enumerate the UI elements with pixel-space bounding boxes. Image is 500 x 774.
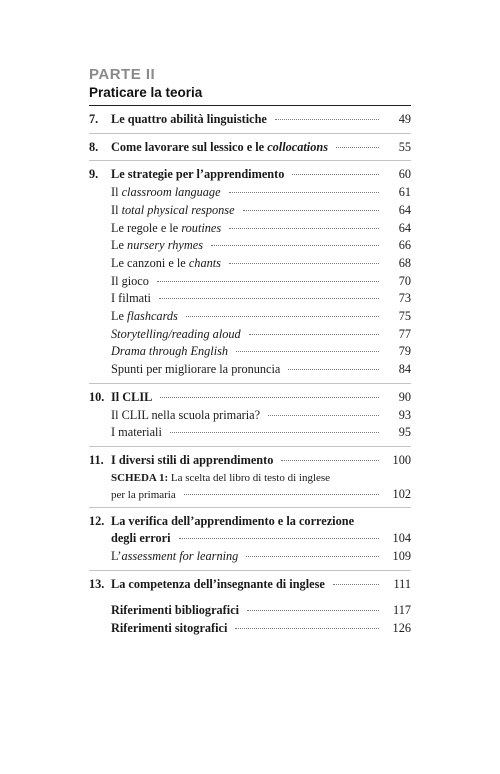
chapter-title-italic: collocations [267, 139, 328, 154]
toc-subentry[interactable] [89, 202, 411, 220]
subsection-title-italic: total physical response [121, 202, 235, 217]
chapter-title [111, 139, 328, 157]
chapter-number: 11. [89, 452, 104, 467]
leader-dots [268, 414, 379, 416]
page-number: 90 [398, 389, 411, 404]
chapter-title-continued: degli errori [111, 531, 171, 546]
leader-dots [235, 627, 379, 629]
chapter-number: 12. [89, 513, 105, 528]
subsection-title-italic: nursery rhymes [127, 238, 203, 253]
toc-entry[interactable] [89, 513, 411, 531]
toc-entry-continued[interactable] [89, 530, 411, 548]
subsection-title [111, 548, 238, 566]
page-number: 73 [398, 291, 411, 306]
chapter-title: I diversi stili di apprendimento [111, 452, 274, 467]
reference-title: Riferimenti bibliografici [111, 603, 240, 617]
leader-dots [288, 368, 379, 370]
toc-reference-entry[interactable] [89, 620, 411, 638]
leader-dots [159, 297, 379, 299]
leader-dots [179, 537, 379, 539]
leader-dots [333, 583, 379, 585]
part-label: PARTE II [89, 66, 156, 83]
subsection-title [111, 308, 178, 326]
leader-dots [184, 493, 379, 495]
toc-subentry[interactable] [89, 343, 411, 361]
leader-dots [211, 244, 379, 246]
chapter-number: 7. [89, 112, 99, 126]
toc-subentry[interactable] [89, 255, 411, 273]
chapter-title: Il CLIL [111, 389, 153, 404]
toc-chapter-7 [89, 106, 411, 133]
chapter-title: La verifica dell’apprendimento e la correzione [111, 513, 355, 528]
subsection-title-text: Le [111, 238, 128, 253]
page-number: 68 [398, 255, 411, 270]
leader-dots [292, 173, 379, 175]
subsection-title-text: Le canzoni e le [111, 255, 189, 270]
toc-entry[interactable] [89, 452, 411, 470]
subsection-title [111, 290, 151, 308]
toc-reference-entry[interactable] [89, 602, 411, 620]
leader-dots [281, 459, 379, 461]
subsection-title [111, 361, 280, 379]
page-number: 102 [392, 486, 411, 501]
leader-dots [229, 227, 379, 229]
toc-subentry[interactable] [89, 273, 411, 291]
subsection-title-text: Il [111, 185, 122, 200]
part-title: Praticare la teoria [89, 85, 203, 100]
page-number: 64 [398, 202, 411, 217]
toc-subentry[interactable] [89, 424, 411, 442]
subsection-title: I materiali [111, 425, 162, 440]
table-of-contents [89, 66, 411, 597]
references-section [89, 602, 411, 637]
page-number: 66 [398, 238, 411, 253]
scheda-entry[interactable] [89, 470, 411, 486]
subsection-title [111, 326, 241, 344]
page-number: 61 [398, 185, 411, 200]
leader-dots [229, 262, 379, 264]
subsection-title-text: Il gioco [111, 273, 149, 288]
toc-chapter-11 [89, 447, 411, 507]
page-number: 55 [398, 139, 411, 154]
subsection-title-italic: routines [181, 220, 222, 235]
page-number: 117 [393, 603, 411, 617]
chapter-title-text: Come lavorare sul lessico e le [111, 139, 268, 154]
page-number: 77 [398, 326, 411, 341]
page-number: 93 [398, 407, 411, 422]
toc-subentry[interactable] [89, 326, 411, 344]
toc-chapter-13 [89, 571, 411, 598]
leader-dots [186, 315, 379, 317]
subsection-title-text: Le regole e le [111, 220, 182, 235]
toc-entry[interactable] [89, 139, 411, 157]
leader-dots [157, 280, 379, 282]
toc-entry[interactable] [89, 166, 411, 184]
toc-subentry[interactable] [89, 220, 411, 238]
toc-subentry[interactable] [89, 184, 411, 202]
toc-entry[interactable] [89, 576, 411, 594]
chapter-title: La competenza dell’insegnante di inglese [111, 576, 325, 591]
chapter-title: Le strategie per l’apprendimento [111, 167, 285, 182]
chapter-number: 10. [89, 389, 105, 404]
leader-dots [247, 609, 379, 611]
leader-dots [170, 431, 379, 433]
subsection-title-italic: Drama through English [111, 344, 229, 359]
toc-chapter-10 [89, 384, 411, 446]
chapter-title: Le quattro abilità linguistiche [111, 112, 267, 126]
leader-dots [275, 118, 379, 120]
subsection-title-italic: classroom language [121, 185, 221, 200]
page-number: 75 [398, 309, 411, 324]
page-number: 104 [392, 531, 411, 546]
subsection-title-italic: chants [188, 255, 221, 270]
page-number: 95 [398, 425, 411, 440]
leader-dots [243, 209, 379, 211]
leader-dots [236, 350, 379, 352]
subsection-title [111, 255, 221, 273]
subsection-list [89, 184, 411, 379]
subsection-title [111, 202, 235, 220]
subsection-title-text: I filmati [111, 291, 151, 306]
reference-title: Riferimenti sitografici [111, 620, 228, 635]
toc-subentry[interactable] [89, 407, 411, 425]
page-number: 60 [398, 167, 411, 182]
chapter-number: 13. [89, 576, 105, 591]
toc-chapter-9 [89, 161, 411, 382]
subsection-title [111, 184, 221, 202]
page-number: 70 [398, 273, 411, 288]
toc-entry[interactable] [89, 389, 411, 407]
page-number: 126 [392, 620, 411, 635]
subsection-title-italic: flashcards [127, 309, 178, 324]
subsection-title-italic: Storytelling/reading aloud [111, 326, 241, 341]
page-number: 100 [392, 452, 411, 467]
page-number: 49 [398, 112, 411, 126]
toc-entry[interactable] [89, 111, 411, 129]
toc-chapter-12 [89, 508, 411, 570]
toc-subentry[interactable] [89, 290, 411, 308]
page-number: 64 [398, 220, 411, 235]
leader-dots [249, 333, 379, 335]
subsection-title-text: Spunti per migliorare la pronuncia [111, 362, 281, 377]
page-number: 109 [392, 549, 411, 564]
scheda-title: La scelta del libro di testo di inglese [168, 471, 331, 484]
subsection-title-text: Le [111, 309, 128, 324]
leader-dots [229, 191, 379, 193]
chapter-number: 8. [89, 139, 99, 154]
subsection-title [111, 273, 149, 291]
scheda-title-continued: per la primaria [111, 488, 176, 501]
subsection-title [111, 343, 228, 361]
subsection-title-text: L’ [111, 549, 122, 564]
subsection-title [111, 220, 221, 238]
leader-dots [246, 555, 379, 557]
subsection-title [111, 237, 203, 255]
chapter-number: 9. [89, 167, 99, 182]
leader-dots [160, 396, 379, 398]
leader-dots [336, 146, 379, 148]
toc-subentry[interactable] [89, 237, 411, 255]
page-number: 111 [393, 576, 411, 591]
toc-subentry[interactable] [89, 548, 411, 566]
page-number: 79 [398, 344, 411, 359]
toc-subentry[interactable] [89, 308, 411, 326]
toc-chapter-8 [89, 134, 411, 161]
scheda-entry-continued[interactable] [89, 486, 411, 503]
subsection-title-italic: assessment for learning [121, 549, 239, 564]
page-number: 84 [398, 362, 411, 377]
scheda-label: SCHEDA 1: [111, 471, 169, 484]
subsection-title: Il CLIL nella scuola primaria? [111, 407, 261, 422]
toc-subentry[interactable] [89, 361, 411, 379]
subsection-title-text: Il [111, 202, 122, 217]
